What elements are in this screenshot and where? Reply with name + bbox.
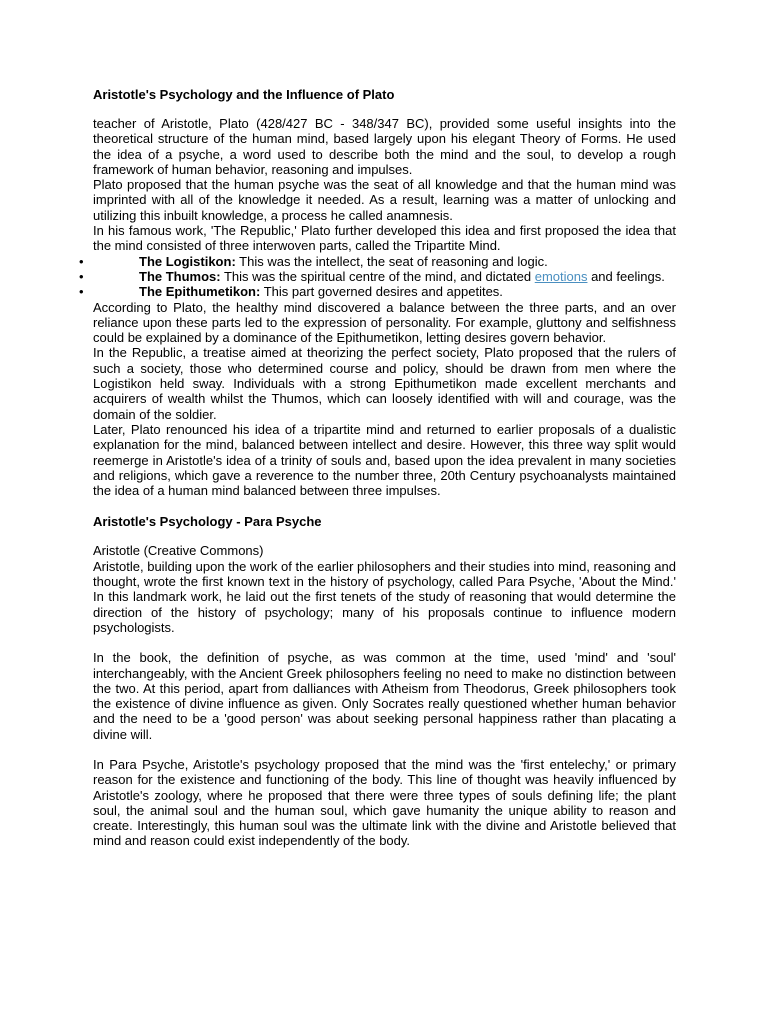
list-text: This was the intellect, the seat of reasoning and logic.: [235, 253, 548, 269]
paragraph: In the Republic, a treatise aimed at theorizing the perfect society, Plato proposed that the rulers of such a society, those who determined course and policy, should be drawn from men where the Logistikon held sway. Individuals with a strong Epithumetikon made excellent merchants and acquirers of wealth whilst the Thumos, which can loosely identified with will and courage, was the domain of the soldier.: [93, 345, 676, 422]
image-caption: Aristotle (Creative Commons): [93, 543, 264, 559]
paragraph: Later, Plato renounced his idea of a tripartite mind and returned to earlier proposals of a dualistic explanation for the mind, balanced between intellect and desire. However, this three way split would reemerge in Aristotle's idea of a trinity of souls and, based upon the idea prevalent in many societies and religions, which gave a reverence to the number three, 20th Century psychoanalysts maintained the idea of a human mind balanced between three impulses.: [93, 421, 676, 499]
document-page: [79, 86, 676, 849]
paragraph: teacher of Aristotle, Plato (428/427 BC - 348/347 BC), provided some useful insights into the theoretical structure of the human mind, based largely upon his elegant Theory of Forms. He used the idea of a psyche, a word used to describe both the mind and the soul, to develop a rough framework of human behavior, reasoning and impulses.: [93, 116, 676, 177]
paragraph: In his famous work, 'The Republic,' Plato further developed this idea and first proposed the idea that the mind consisted of three interwoven parts, called the Tripartite Mind.: [93, 223, 676, 254]
list-term: The Epithumetikon:: [139, 284, 261, 300]
bullet-icon: •: [79, 284, 84, 300]
list-item: [79, 284, 676, 300]
list-text: This was the spiritual centre of the mind, and dictated: [220, 268, 535, 284]
list-item: [79, 268, 676, 284]
list-text: This part governed desires and appetites.: [260, 284, 503, 300]
paragraph: Plato proposed that the human psyche was the seat of all knowledge and that the human mind was imprinted with all of the knowledge it needed. As a result, learning was a matter of unlocking and utilizing this inbuilt knowledge, a process he called anamnesis.: [93, 177, 676, 223]
list-text-after: and feelings.: [587, 268, 665, 284]
section-title-para-psyche: Aristotle's Psychology - Para Psyche: [93, 514, 322, 530]
paragraph: Aristotle, building upon the work of the earlier philosophers and their studies into mind, reasoning and thought, wrote the first known text in the history of psychology, called Para Psyche, 'About the Mind.' In this landmark work, he laid out the first tenets of the study of reasoning that would determine the direction of the history of psychology; many of his proposals continue to influence modern psychologists.: [93, 558, 676, 635]
bullet-icon: •: [79, 268, 84, 284]
tripartite-list: [79, 253, 676, 300]
paragraph: According to Plato, the healthy mind discovered a balance between the three parts, and an over reliance upon these parts led to the expression of personality. For example, gluttony and selfishness could be explained by a dominance of the Epithumetikon, letting desires govern behavior.: [93, 299, 676, 346]
paragraph: In Para Psyche, Aristotle's psychology proposed that the mind was the 'first entelechy,' or primary reason for the existence and functioning of the body. This line of thought was heavily influenced by Aristotle's zoology, where he proposed that there were three types of souls defining life; the plant soul, the animal soul and the human soul, which gave humanity the unique ability to reason and create. Interestingly, this human soul was the ultimate link with the divine and Aristotle believed that mind and reason could exist independently of the body.: [93, 756, 676, 849]
emotions-link[interactable]: emotions: [534, 268, 588, 284]
section-title-plato: Aristotle's Psychology and the Influence of Plato: [93, 87, 395, 102]
list-item: [79, 253, 676, 269]
bullet-icon: •: [79, 253, 84, 269]
list-term: The Logistikon:: [139, 253, 236, 269]
list-term: The Thumos:: [139, 268, 221, 284]
paragraph: In the book, the definition of psyche, as was common at the time, used 'mind' and 'soul' interchangeably, with the Ancient Greek philosophers feeling no need to make no distinction between the two. At this period, apart from dalliances with Atheism from Theodorus, Greek philosophers took the existence of divine influence as given. Only Socrates really questioned whether human behavior and the need to be a 'good person' was about seeking personal happiness rather than placating a divine will.: [93, 650, 676, 742]
